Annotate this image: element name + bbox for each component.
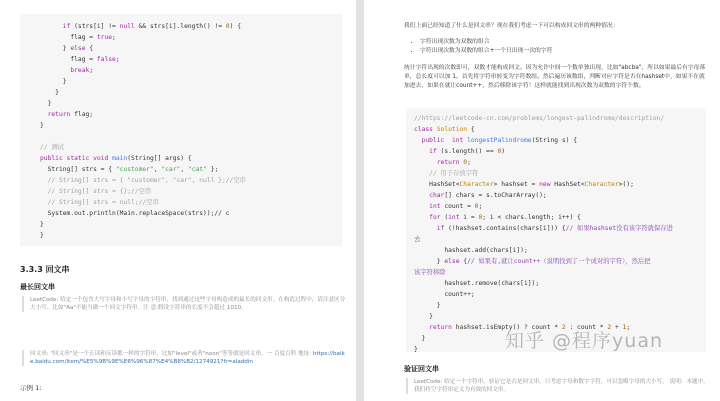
code-line: [40, 165, 218, 174]
code-token: ;: [89, 67, 94, 74]
code-token: null: [119, 23, 135, 30]
code-line: [414, 268, 445, 277]
code-token: }: [40, 221, 44, 228]
code-token: for: [429, 214, 441, 221]
code-token: else: [70, 45, 86, 52]
leetcode-quote-2: [406, 378, 714, 394]
code-token: [414, 137, 422, 144]
code-token: ;: [467, 159, 471, 166]
code-token: Character: [459, 181, 494, 188]
code-block-main: [20, 14, 342, 246]
code-line: [40, 209, 230, 218]
code-token: static: [66, 155, 90, 162]
code-token: [414, 192, 429, 199]
code-token: public: [40, 155, 63, 162]
code-line: [40, 110, 93, 119]
code-line: [40, 77, 67, 86]
code-token: return: [429, 324, 452, 331]
code-token: 0: [474, 203, 479, 210]
code-token: ) {: [229, 23, 241, 30]
code-token: if: [62, 23, 71, 30]
code-line: [40, 44, 93, 53]
code-line: [414, 213, 581, 222]
code-token: [414, 324, 429, 331]
section-heading: 3.3.3 回文串: [20, 265, 70, 274]
code-token: }: [414, 258, 445, 265]
code-line: [40, 121, 44, 130]
code-token: >();: [618, 181, 634, 188]
code-token: return: [436, 159, 460, 166]
code-token: ,: [153, 166, 162, 173]
code-token: }: [40, 232, 44, 239]
code-token: 该字符移除: [414, 269, 446, 276]
code-line: [414, 334, 425, 343]
code-token: (!hashset.contains(chars[i])) {: [444, 225, 566, 232]
code-token: ; i < chars.length; i++) {: [482, 214, 581, 221]
code-line: [40, 99, 51, 108]
code-token: (s.length() ==: [436, 148, 498, 155]
code-token: [40, 67, 70, 74]
code-token: +: [611, 324, 623, 331]
code-token: ;: [115, 56, 120, 63]
code-line: [40, 55, 120, 64]
code-token: && strs[i].length() !=: [134, 23, 226, 30]
code-token: HashSet<: [414, 181, 460, 188]
code-token: count++;: [414, 291, 475, 298]
code-token: [444, 137, 452, 144]
code-token: > hashset =: [493, 181, 540, 188]
code-token: // 如果hashset没有该字符就保存进: [565, 225, 673, 232]
code-token: // String[] strs = {};//空串: [40, 188, 152, 195]
code-token: (: [440, 214, 449, 221]
code-line: [40, 154, 192, 163]
code-token: int: [429, 203, 441, 210]
code-token: true: [96, 34, 113, 41]
code-line: [414, 224, 673, 233]
code-token: [414, 203, 429, 210]
code-token: Solution: [436, 126, 468, 133]
code-line: [40, 220, 44, 229]
code-token: class: [414, 126, 433, 133]
code-token: ;: [112, 34, 116, 41]
code-token: 2: [607, 324, 612, 331]
code-line: [414, 312, 433, 321]
code-token: String[] strs = {: [40, 166, 116, 173]
code-token: }: [414, 302, 441, 309]
code-line: [414, 257, 651, 266]
code-token: ;: [626, 324, 631, 331]
case-list: [408, 38, 710, 56]
code-line: [40, 33, 116, 42]
code-line: [414, 246, 528, 255]
code-token: char: [429, 192, 445, 199]
code-token: "cat": [187, 166, 207, 173]
code-line: [414, 301, 441, 310]
code-token: 去: [414, 236, 421, 243]
code-token: // 如果有,就让count++（说明找到了一个成对的字符），然后把: [467, 258, 651, 265]
sub-heading-longest-palindrome: 最长回文串: [20, 283, 55, 291]
code-token: {: [85, 45, 94, 52]
code-token: [40, 23, 63, 30]
leetcode-quote: [22, 296, 346, 312]
code-line: [40, 176, 246, 185]
code-line: [414, 147, 505, 156]
code-token: }: [40, 78, 67, 85]
code-token: hashset.remove(chars[i]);: [414, 280, 540, 287]
sub-heading-valid-palindrome: 验证回文串: [404, 365, 439, 373]
code-token: HashSet<: [550, 181, 585, 188]
code-token: {: [467, 126, 475, 133]
baike-link[interactable]: https://baike.baidu.com/item/%E5%9B%9E%E6%96%87%E4%B8%B2/1274921?fr=aladdin: [30, 351, 345, 366]
code-token: {: [459, 258, 468, 265]
code-token: ,: [180, 166, 188, 173]
code-token: if: [436, 225, 445, 232]
code-token: // 用于存放字符: [414, 170, 479, 177]
baike-quote: [22, 350, 346, 366]
code-line: [40, 143, 64, 152]
code-line: [414, 279, 539, 288]
code-line: [414, 169, 478, 178]
code-line: [414, 125, 475, 134]
code-token: [414, 214, 429, 221]
list-item: • 字符出现次数为双数的组合+一个只出现一次的字符: [420, 47, 710, 56]
code-token: return: [47, 111, 71, 118]
code-line: [414, 114, 664, 123]
code-token: else: [444, 258, 460, 265]
code-block-solution: [406, 108, 706, 352]
code-token: void: [93, 155, 109, 162]
code-token: hashset.add(chars[i]);: [414, 247, 528, 254]
code-line: [40, 22, 241, 31]
code-token: flag =: [40, 34, 97, 41]
code-token: };: [206, 166, 219, 173]
list-item: • 字符出现次数为双数的组合: [420, 38, 710, 47]
code-token: hashset.isEmpty() ? count *: [451, 324, 562, 331]
code-token: //https://leetcode-cn.com/problems/longest-palindrome/description/: [414, 115, 665, 122]
code-token: public: [421, 137, 445, 144]
code-token: // String[] strs = { "customer", "car", null };//空串: [40, 177, 246, 184]
example-label: 示例 1:: [20, 384, 42, 392]
code-line: [40, 231, 44, 240]
code-token: }: [414, 313, 433, 320]
code-line: [414, 290, 475, 299]
code-token: false: [96, 56, 116, 63]
code-token: 1: [622, 324, 627, 331]
code-token: // String[] strs = null;//空串: [40, 199, 159, 206]
code-line: [40, 88, 59, 97]
code-token: int: [448, 214, 460, 221]
code-token: "car": [161, 166, 181, 173]
code-token: new: [539, 181, 551, 188]
code-token: (String s) {: [531, 137, 578, 144]
code-token: flag =: [40, 56, 97, 63]
code-line: [414, 136, 577, 145]
code-token: (strs[i] !=: [70, 23, 120, 30]
code-token: "customer": [115, 166, 154, 173]
code-token: ;: [478, 203, 483, 210]
code-token: Character: [584, 181, 619, 188]
code-token: [414, 148, 429, 155]
code-line: [414, 158, 471, 167]
code-token: [40, 111, 48, 118]
code-token: [] chars = s.toCharArray();: [444, 192, 547, 199]
page-gutter: [356, 0, 364, 401]
left-page: [0, 0, 356, 401]
code-line: [414, 345, 418, 354]
code-token: longestPalindrome: [467, 137, 532, 144]
code-token: int: [451, 137, 464, 144]
code-line: [40, 66, 93, 75]
code-token: }: [414, 335, 426, 342]
code-line: [414, 180, 634, 189]
code-token: }: [40, 45, 71, 52]
code-token: 2: [561, 324, 566, 331]
code-token: 0: [497, 148, 502, 155]
explanation-paragraph: 统计字符出现的次数即可，双数才能构成回文。因为允许中间一个数单独出现，比如"abcba"，所以如果最后有字母落单，总长度可以加 1。首先将字符串转变为字符数组。然后遍历该数组，判断对应字符是否在hashset中，如果不在就加进去，如果在就让count++，然后移除该字符！这样就能找到出现次数为双数的字符个数。: [404, 65, 706, 89]
code-token: [414, 225, 437, 232]
code-token: System.out.println(Main.replaceSpace(strs));// c: [40, 210, 230, 217]
code-line: [40, 187, 151, 196]
quote-text: LeetCode: 给定一个字符串，验证它是否是回文串，只考虑字母和数字字符，可以忽略字母的大小写。 说明：本题中，我们将空字符串定义为有效的回文串。: [414, 379, 709, 394]
code-token: ): [501, 148, 506, 155]
code-line: [414, 235, 420, 244]
code-line: [414, 191, 547, 200]
code-token: }: [40, 89, 59, 96]
quote-text: LeetCode: 给定一个包含大写字母和小写字母的字符串，找到通过这些字母构造成的最长的回文串。在构造过程中，请注意区分大小写。比如"Aa"不能当做一个回文字符串。注 意:假设字符串的长度不会超过 1010。: [30, 297, 346, 312]
code-token: main: [112, 155, 128, 162]
code-token: }: [414, 346, 418, 353]
code-token: break: [70, 67, 90, 74]
code-token: 0: [463, 159, 468, 166]
code-token: }: [40, 122, 44, 129]
zhihu-watermark: 知乎 @程序yuan: [505, 330, 664, 352]
code-token: count =: [440, 203, 475, 210]
code-token: : count *: [565, 324, 608, 331]
code-line: [40, 198, 159, 207]
code-token: // 测试: [40, 144, 64, 151]
code-token: (String[] args) {: [127, 155, 192, 162]
code-token: if: [429, 148, 437, 155]
code-token: 0: [225, 23, 230, 30]
quote-text: 回文串: "回文串"是一个正读和反读都一样的字符串，比如"level"或者"noon"等等就是回文串。一 百度百科 地址:: [30, 351, 312, 357]
code-token: }: [40, 100, 52, 107]
code-token: flag;: [70, 111, 94, 118]
code-token: 0: [478, 214, 483, 221]
code-token: [414, 159, 437, 166]
code-line: [414, 202, 482, 211]
intro-paragraph: 我们上面已经知道了什么是回文串？现在我们考虑一下可以构成回文串的两种情况：: [404, 23, 619, 29]
code-token: i =: [459, 214, 479, 221]
